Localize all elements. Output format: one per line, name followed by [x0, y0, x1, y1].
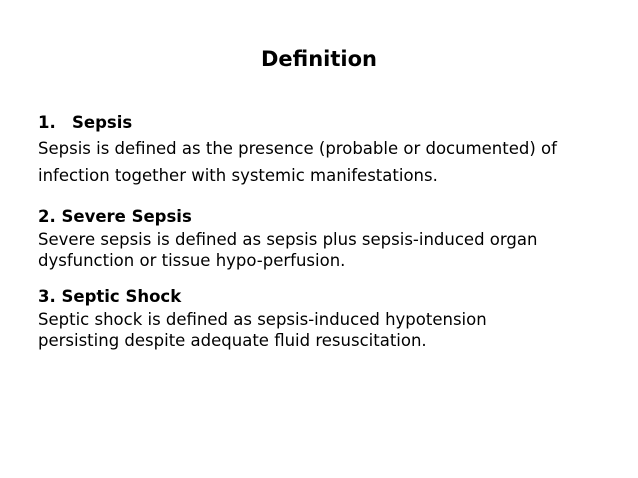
body-line: Sepsis is defined as the presence (probable or documented) of — [38, 139, 557, 158]
slide-title: Definition — [260, 47, 377, 71]
section-sepsis — [38, 111, 628, 189]
section-septic-shock — [38, 285, 628, 351]
body-line: Septic shock is defined as sepsis-induced hypotension — [38, 310, 487, 329]
body-line: Severe sepsis is defined as sepsis plus sepsis-induced organ — [38, 230, 538, 249]
section-body — [38, 135, 628, 189]
section-body — [38, 309, 628, 351]
body-line: persisting despite adequate fluid resuscitation. — [38, 331, 427, 350]
section-heading: 3. Septic Shock — [38, 287, 182, 306]
section-severe-sepsis — [38, 205, 628, 271]
body-line: infection together with systemic manifestations. — [38, 166, 438, 185]
section-number: 1. — [38, 113, 56, 132]
section-heading-label: Sepsis — [72, 113, 133, 132]
section-body — [38, 229, 628, 271]
section-heading: 2. Severe Sepsis — [38, 207, 192, 226]
body-line: dysfunction or tissue hypo-perfusion. — [38, 251, 346, 270]
section-heading — [38, 111, 628, 135]
slide-content — [38, 111, 628, 351]
